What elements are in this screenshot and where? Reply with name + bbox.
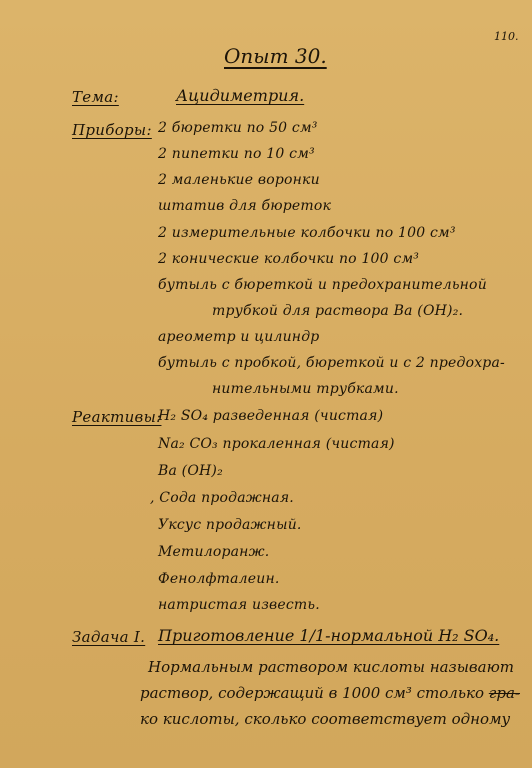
reagent-item: Ba (OH)₂ — [158, 463, 223, 479]
instrument-item: нительными трубками. — [212, 381, 399, 397]
paragraph-text: раствор, содержащий в 1000 см³ столько — [140, 684, 485, 702]
paragraph-line: Нормальным раствором кислоты называют — [148, 658, 515, 676]
reagent-item: Уксус продажный. — [158, 517, 302, 533]
topic-value: Ацидиметрия. — [176, 86, 305, 105]
task-label: Задача I. — [72, 628, 146, 646]
paragraph-line — [140, 684, 520, 702]
instrument-item: бутыль с пробкой, бюреткой и с 2 предохра- — [158, 355, 505, 371]
reagent-item: H₂ SO₄ разведенная (чистая) — [158, 408, 384, 424]
instrument-item: 2 пипетки по 10 см³ — [158, 146, 315, 162]
instrument-item: трубкой для раствора Ba (OH)₂. — [212, 303, 464, 319]
instrument-item: 2 измерительные колбочки по 100 см³ — [158, 225, 456, 241]
topic-label: Тема: — [72, 88, 119, 106]
reagent-item: натристая известь. — [158, 597, 320, 613]
paragraph-line: ко кислоты, сколько соответствует одному — [140, 710, 511, 728]
struck-word: гра- — [488, 684, 520, 702]
reagents-label: Реактивы: — [72, 408, 162, 426]
instrument-item: бутыль с бюреткой и предохранительной — [158, 277, 487, 293]
instrument-item: 2 бюретки по 50 см³ — [158, 120, 318, 136]
instrument-item: 2 конические колбочки по 100 см³ — [158, 251, 420, 267]
instruments-label: Приборы: — [72, 121, 152, 139]
instrument-item: 2 маленькие воронки — [158, 172, 320, 188]
reagent-item: , Сода продажная. — [150, 490, 294, 506]
task-title: Приготовление 1/1-нормальной H₂ SO₄. — [158, 626, 500, 645]
instrument-item: штатив для бюреток — [158, 198, 332, 214]
instrument-item: ареометр и цилиндр — [158, 329, 320, 345]
reagent-item: Фенолфталеин. — [158, 571, 280, 587]
reagent-item: Метилоранж. — [158, 544, 270, 560]
reagent-item: Na₂ CO₃ прокаленная (чистая) — [158, 436, 395, 452]
page-number: 110. — [494, 30, 519, 43]
experiment-title: Опыт 30. — [224, 44, 327, 68]
